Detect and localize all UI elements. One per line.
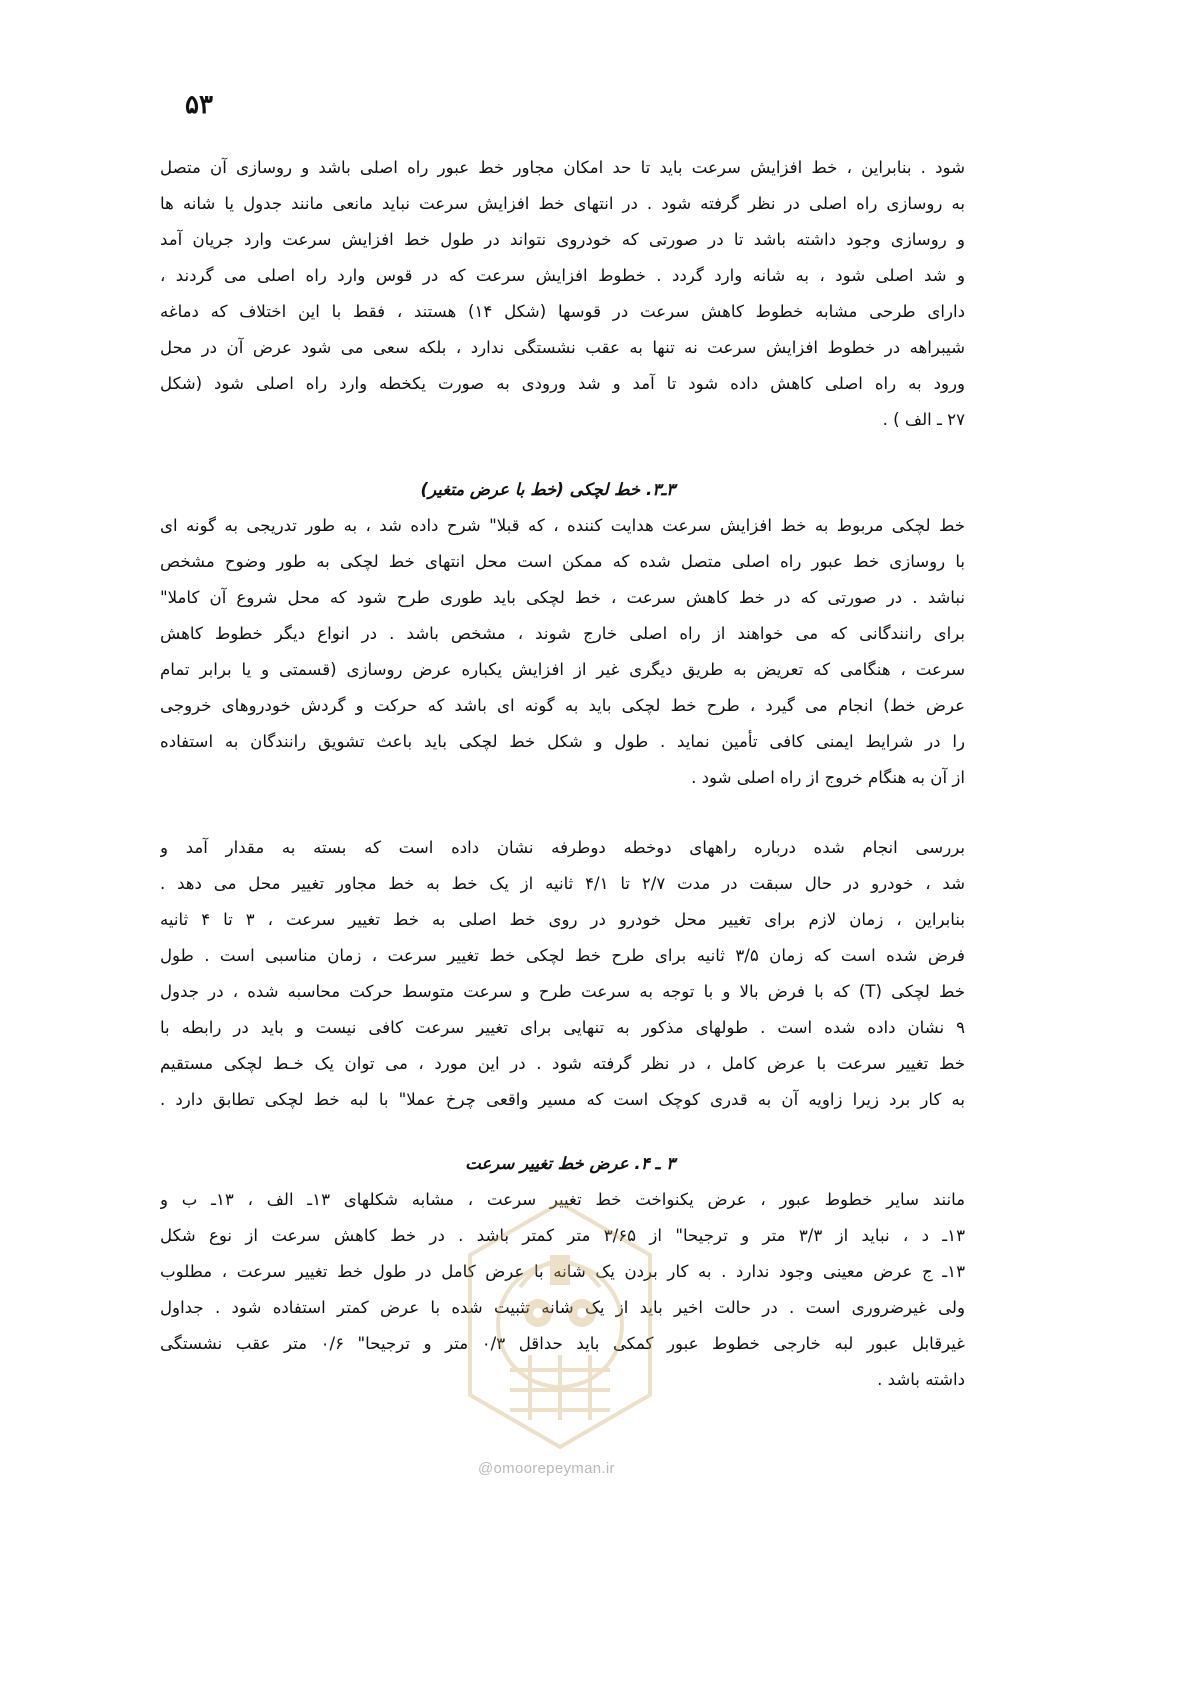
text-line: و شد اصلی شود ، به شانه وارد گردد . خطوط افزایش سرعت که در قوس وارد راه اصلی می گردند ،: [160, 266, 965, 285]
text-line: داشته باشد .: [877, 1370, 965, 1389]
text-line: و روسازی وجود داشته باشد تا در صورتی که خودروی نتواند در طول خط افزایش سرعت وارد جریان آمد: [160, 230, 965, 249]
text-line: نباشد . در صورتی که در خط کاهش سرعت ، خط لچکی باید طوری طرح شود که محل شروع آن کاملا": [160, 588, 965, 607]
text-line: خط لچکی (T) که با فرض بالا و با توجه به سرعت طرح و سرعت متوسط حرکت محاسبه شده ، در جدول: [160, 982, 965, 1001]
text-line: فرض شده است که زمان ۳/۵ ثانیه برای طرح خط لچکی خط تغییر سرعت ، زمان مناسبی است . طول: [160, 946, 965, 965]
text-line: غیرقابل عبور لبه خارجی خطوط عبور کمکی باید حداقل ۰/۳ متر و ترجیحا" ۰/۶ متر عقب نشستگی: [160, 1334, 965, 1353]
text-line: به روسازی راه اصلی در نظر گرفته شود . در انتهای خط افزایش سرعت نباید مانعی مانند جدول یا شانه ها: [160, 194, 965, 213]
text-line: شد ، خودرو در حال سبقت در مدت ۲/۷ تا ۴/۱ ثانیه از یک خط به خط مجاور تغییر محل می دهد .: [160, 874, 965, 893]
paragraph-4: [160, 1182, 965, 1398]
text-line: با روسازی خط عبور راه اصلی متصل شده که ممکن است محل انتهای خط لچکی به طور وضوح مشخص: [160, 552, 965, 571]
text-line: خط تغییر سرعت با عرض کامل ، در نظر گرفته شود . در این مورد ، می توان یک خـط لچکی مستقیم: [160, 1054, 965, 1073]
text-line: بررسی انجام شده درباره راههای دوخطه دوطرفه نشان داده است که بسته به مقدار آمد و: [160, 838, 965, 857]
text-line: سرعت ، هنگامی که تعریض به طریق دیگری غیر از افزایش یکباره عرض روسازی (قسمتی و یا برابر تمام: [160, 660, 965, 679]
text-line: ۱۳ـ ج عرض معینی وجود ندارد . به کار بردن یک شانه با عرض کامل در طول خط تغییر سرعت ، مطلوب: [160, 1262, 965, 1281]
text-line: را در شرایط ایمنی کافی تأمین نماید . طول و شکل خط لچکی باید باعث تشویق رانندگان به استفاده: [160, 732, 965, 751]
text-line: شود . بنابراین ، خط افزایش سرعت باید تا حد امکان مجاور خط عبور راه اصلی باشد و روسازی آن متصل: [160, 158, 965, 177]
section-heading-3-3: ۳ـ۳. خط لچکی (خط با عرض متغیر): [420, 480, 675, 499]
text-line: از آن به هنگام خروج از راه اصلی شود .: [691, 768, 965, 787]
text-line: ۱۳ـ د ، نباید از ۳/۳ متر و ترجیحا" از ۳/۶۵ متر کمتر باشد . در خط کاهش سرعت از نوع شکل: [160, 1226, 965, 1245]
spacer: [160, 438, 965, 472]
text-line: شیبراهه در خطوط افزایش سرعت نه تنها به عقب نشستگی ندارد ، بلکه سعی می شود عرض آن در محل: [160, 338, 965, 357]
paragraph-2: [160, 508, 965, 796]
text-line: ۹ نشان داده شده است . طولهای مذکور به تنهایی برای تغییر سرعت کافی نیست و باید در رابطه با: [160, 1018, 965, 1037]
page-number: ۵۳: [185, 90, 213, 120]
watermark-url: @omoorepeyman.ir: [478, 1460, 615, 1477]
section-heading-3-4: ۳ ـ ۴. عرض خط تغییر سرعت: [465, 1154, 675, 1173]
text-line: بنابراین ، زمان لازم برای تغییر محل خودرو در روی خط اصلی به خط تغییر سرعت ، ۳ تا ۴ ثانیه: [160, 910, 965, 929]
paragraph-1: [160, 150, 965, 438]
text-line: ولی غیرضروری است . در حالت اخیر باید از یک شانه تثبیت شده با عرض کمتر استفاده شود . جداول: [160, 1298, 965, 1317]
text-line: خط لچکی مربوط به خط افزایش سرعت هدایت کننده ، که قبلا" شرح داده شد ، به طور تدریجی به گونه ای: [160, 516, 965, 535]
text-line: به کار برد زیرا زاویه آن به قدری کوچک است که مسیر واقعی چرخ عملا" با لبه خط لچکی تطابق دارد .: [160, 1090, 965, 1109]
spacer: [160, 1118, 965, 1146]
page-body: [160, 150, 965, 1398]
text-line: دارای طرحی مشابه خطوط کاهش سرعت در قوسها (شکل ۱۴) هستند ، فقط با این اختلاف که دماغه: [160, 302, 965, 321]
text-line: مانند سایر خطوط عبور ، عرض یکنواخت خط تغییر سرعت ، مشابه شکلهای ۱۳ـ الف ، ۱۳ـ ب و: [160, 1190, 965, 1209]
text-line: ۲۷ ـ الف ) .: [882, 410, 965, 429]
text-line: برای رانندگانی که می خواهند از راه اصلی خارج شوند ، مشخص باشد . در انواع دیگر خطوط کاهش: [160, 624, 965, 643]
spacer: [160, 796, 965, 830]
paragraph-3: [160, 830, 965, 1118]
text-line: عرض خط) انجام می گیرد ، طرح خط لچکی باید به گونه ای باشد که حرکت و گردش خودروهای خروجی: [160, 696, 965, 715]
text-line: ورود به راه اصلی کاهش داده شود تا آمد و شد ورودی به صورت یکخطه وارد راه اصلی شود (شکل: [160, 374, 965, 393]
